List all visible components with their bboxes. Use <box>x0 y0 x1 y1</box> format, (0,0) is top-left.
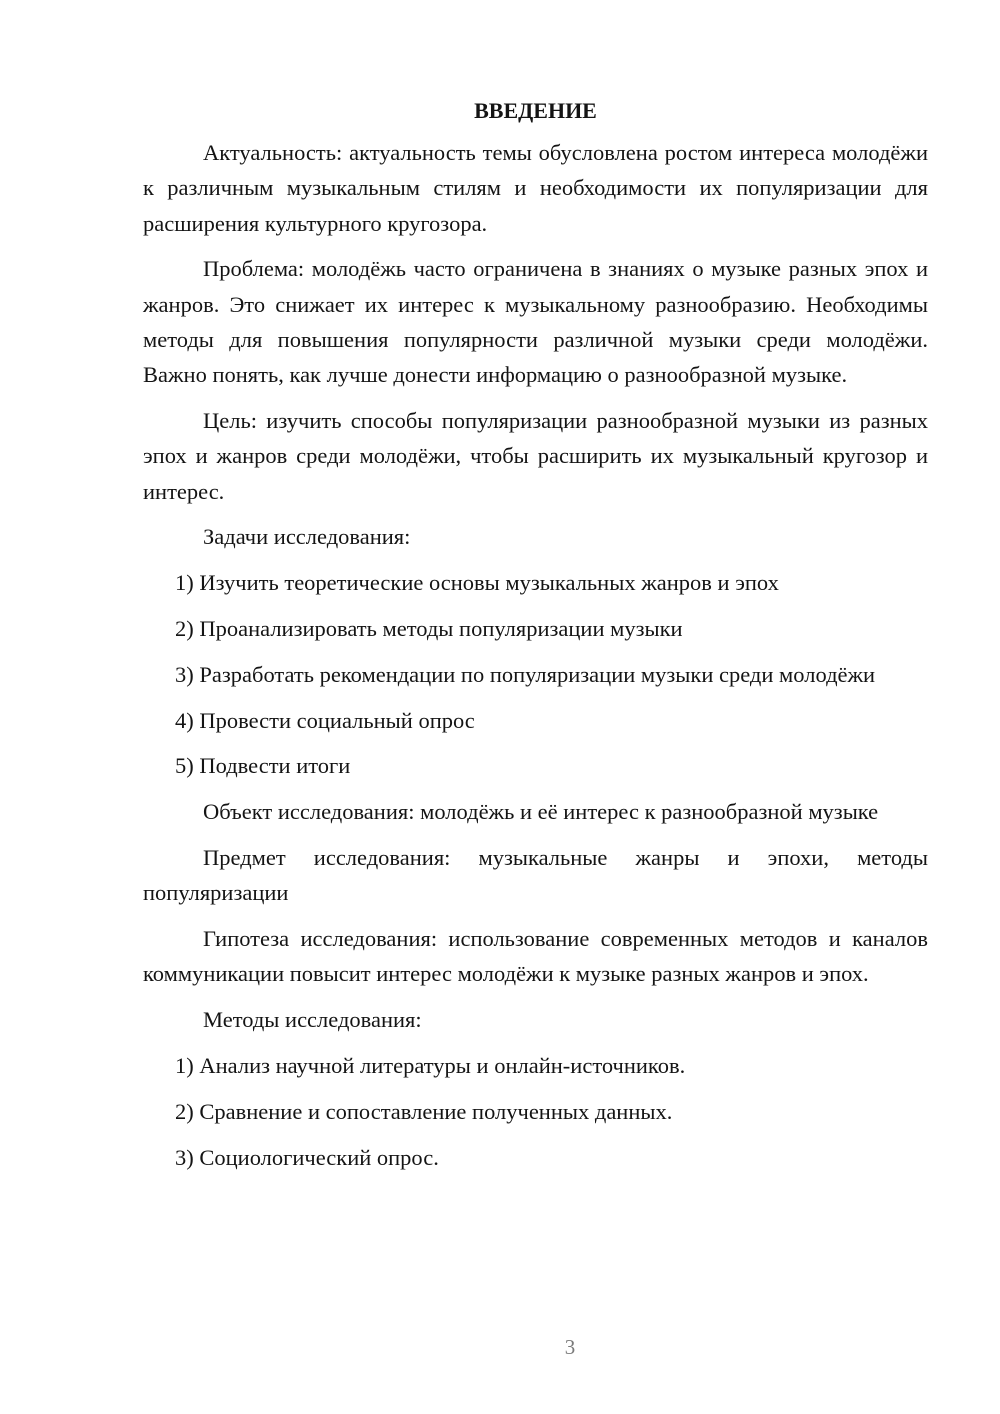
task-item: 2) Проанализировать методы популяризации музыки <box>175 616 683 642</box>
method-item: 1) Анализ научной литературы и онлайн-источников. <box>175 1053 686 1079</box>
page-title: ВВЕДЕНИЕ <box>474 98 597 123</box>
tasks-heading: Задачи исследования: <box>203 524 411 550</box>
relevance-paragraph: Актуальность: актуальность темы обусловлена ростом интереса молодёжи к различным музыкальным стилям и необходимости их популяризации для расширения культурного кругозора. <box>143 140 928 236</box>
page-number: 3 <box>564 1335 576 1359</box>
task-item: 4) Провести социальный опрос <box>175 707 475 733</box>
object-paragraph: Объект исследования: молодёжь и её интерес к разнообразной музыке <box>203 799 879 825</box>
task-item: 1) Изучить теоретические основы музыкальных жанров и эпох <box>175 570 779 596</box>
task-item: 5) Подвести итоги <box>175 753 351 779</box>
hypothesis-paragraph: Гипотеза исследования: использование современных методов и каналов коммуникации повысит интерес молодёжи к музыке разных жанров и эпох. <box>143 926 928 987</box>
method-item: 2) Сравнение и сопоставление полученных данных. <box>175 1098 673 1124</box>
problem-paragraph: Проблема: молодёжь часто ограничена в знаниях о музыке разных эпох и жанров. Это снижает их интерес к музыкальному разнообразию. Необходимы методы для повышения популярности различной музыки среди молодёжи. Важно понять, как лучше донести информацию о разнообразной музыке. <box>143 256 928 388</box>
subject-paragraph: Предмет исследования: музыкальные жанры и эпохи, методы популяризации <box>143 845 928 906</box>
document-page <box>143 96 928 1185</box>
goal-paragraph: Цель: изучить способы популяризации разнообразной музыки из разных эпох и жанров среди молодёжи, чтобы расширить их музыкальный кругозор и интерес. <box>143 408 928 504</box>
task-item: 3) Разработать рекомендации по популяризации музыки среди молодёжи <box>175 661 876 687</box>
method-item: 3) Социологический опрос. <box>175 1144 439 1170</box>
methods-heading: Методы исследования: <box>203 1007 422 1033</box>
